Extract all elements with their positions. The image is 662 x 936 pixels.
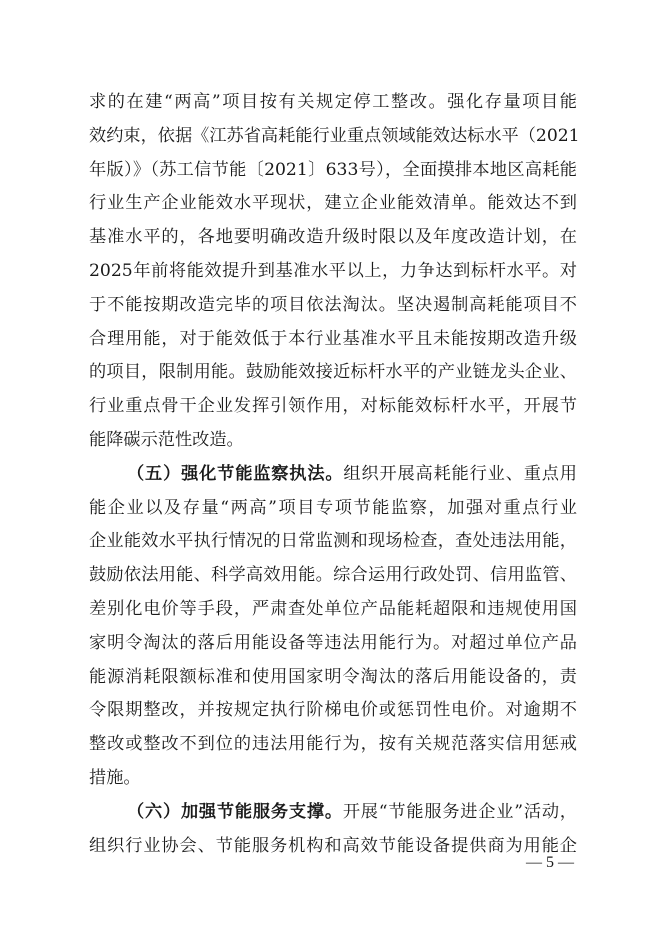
- text-line: 措施。: [89, 767, 141, 788]
- page-number: — 5 —: [526, 854, 574, 871]
- text-line: 组织行业协会、节能服务机构和高效节能设备提供商为用能企: [89, 835, 577, 856]
- section-6-first-line: [89, 796, 577, 830]
- section-6-first-line-text: 开展“节能服务进企业”活动，: [342, 801, 577, 822]
- text-line: 差别化电价等手段，严肃查处单位产品能耗超限和违规使用国: [89, 598, 577, 619]
- text-line: 家明令淘汰的落后用能设备等违法用能行为。对超过单位产品: [89, 632, 577, 653]
- text-line: 基准水平的，各地要明确改造升级时限以及年度改造计划，在: [89, 227, 577, 248]
- text-line: 鼓励依法用能、科学高效用能。综合运用行政处罚、信用监管、: [89, 565, 577, 586]
- text-line: 求的在建“两高”项目按有关规定停工整改。强化存量项目能: [89, 92, 577, 112]
- body-text: [89, 86, 580, 863]
- text-line: 企业能效水平执行情况的日常监测和现场检查，查处违法用能，: [89, 531, 577, 552]
- text-line: 行业生产企业能效水平现状，建立企业能效清单。能效达不到: [89, 193, 577, 214]
- section-5-first-line-text: 组织开展高耗能行业、重点用: [343, 463, 577, 484]
- section-6-heading: （六）加强节能服务支撑。: [127, 801, 343, 822]
- text-line: 行业重点骨干企业发挥引领作用，对标能效标杆水平，开展节: [89, 396, 577, 417]
- text-line: 能企业以及存量“两高”项目专项节能监察，加强对重点行业: [89, 497, 577, 518]
- text-line: 效约束，依据《江苏省高耗能行业重点领域能效达标水平（2021: [89, 125, 580, 146]
- text-line: 合理用能，对于能效低于本行业基准水平且未能按期改造升级: [89, 328, 577, 349]
- text-line: 令限期整改，并按规定执行阶梯电价或惩罚性电价。对逾期不: [89, 700, 577, 721]
- text-line: 整改或整改不到位的违法用能行为，按有关规范落实信用惩戒: [89, 734, 577, 755]
- text-line: 能源消耗限额标准和使用国家明令淘汰的落后用能设备的，责: [89, 666, 577, 687]
- section-5-first-line: [89, 458, 577, 492]
- section-5-heading: （五）强化节能监察执法。: [127, 463, 344, 484]
- text-line: 能降碳示范性改造。: [89, 429, 244, 450]
- text-line: 2025年前将能效提升到基准水平以上，力争达到标杆水平。对: [89, 260, 577, 281]
- text-line: 年版）》（苏工信节能〔2021〕633号），全面摸排本地区高耗能: [89, 159, 577, 180]
- text-line: 的项目，限制用能。鼓励能效接近标杆水平的产业链龙头企业、: [89, 362, 577, 383]
- text-line: 于不能按期改造完毕的项目依法淘汰。坚决遏制高耗能项目不: [89, 294, 577, 315]
